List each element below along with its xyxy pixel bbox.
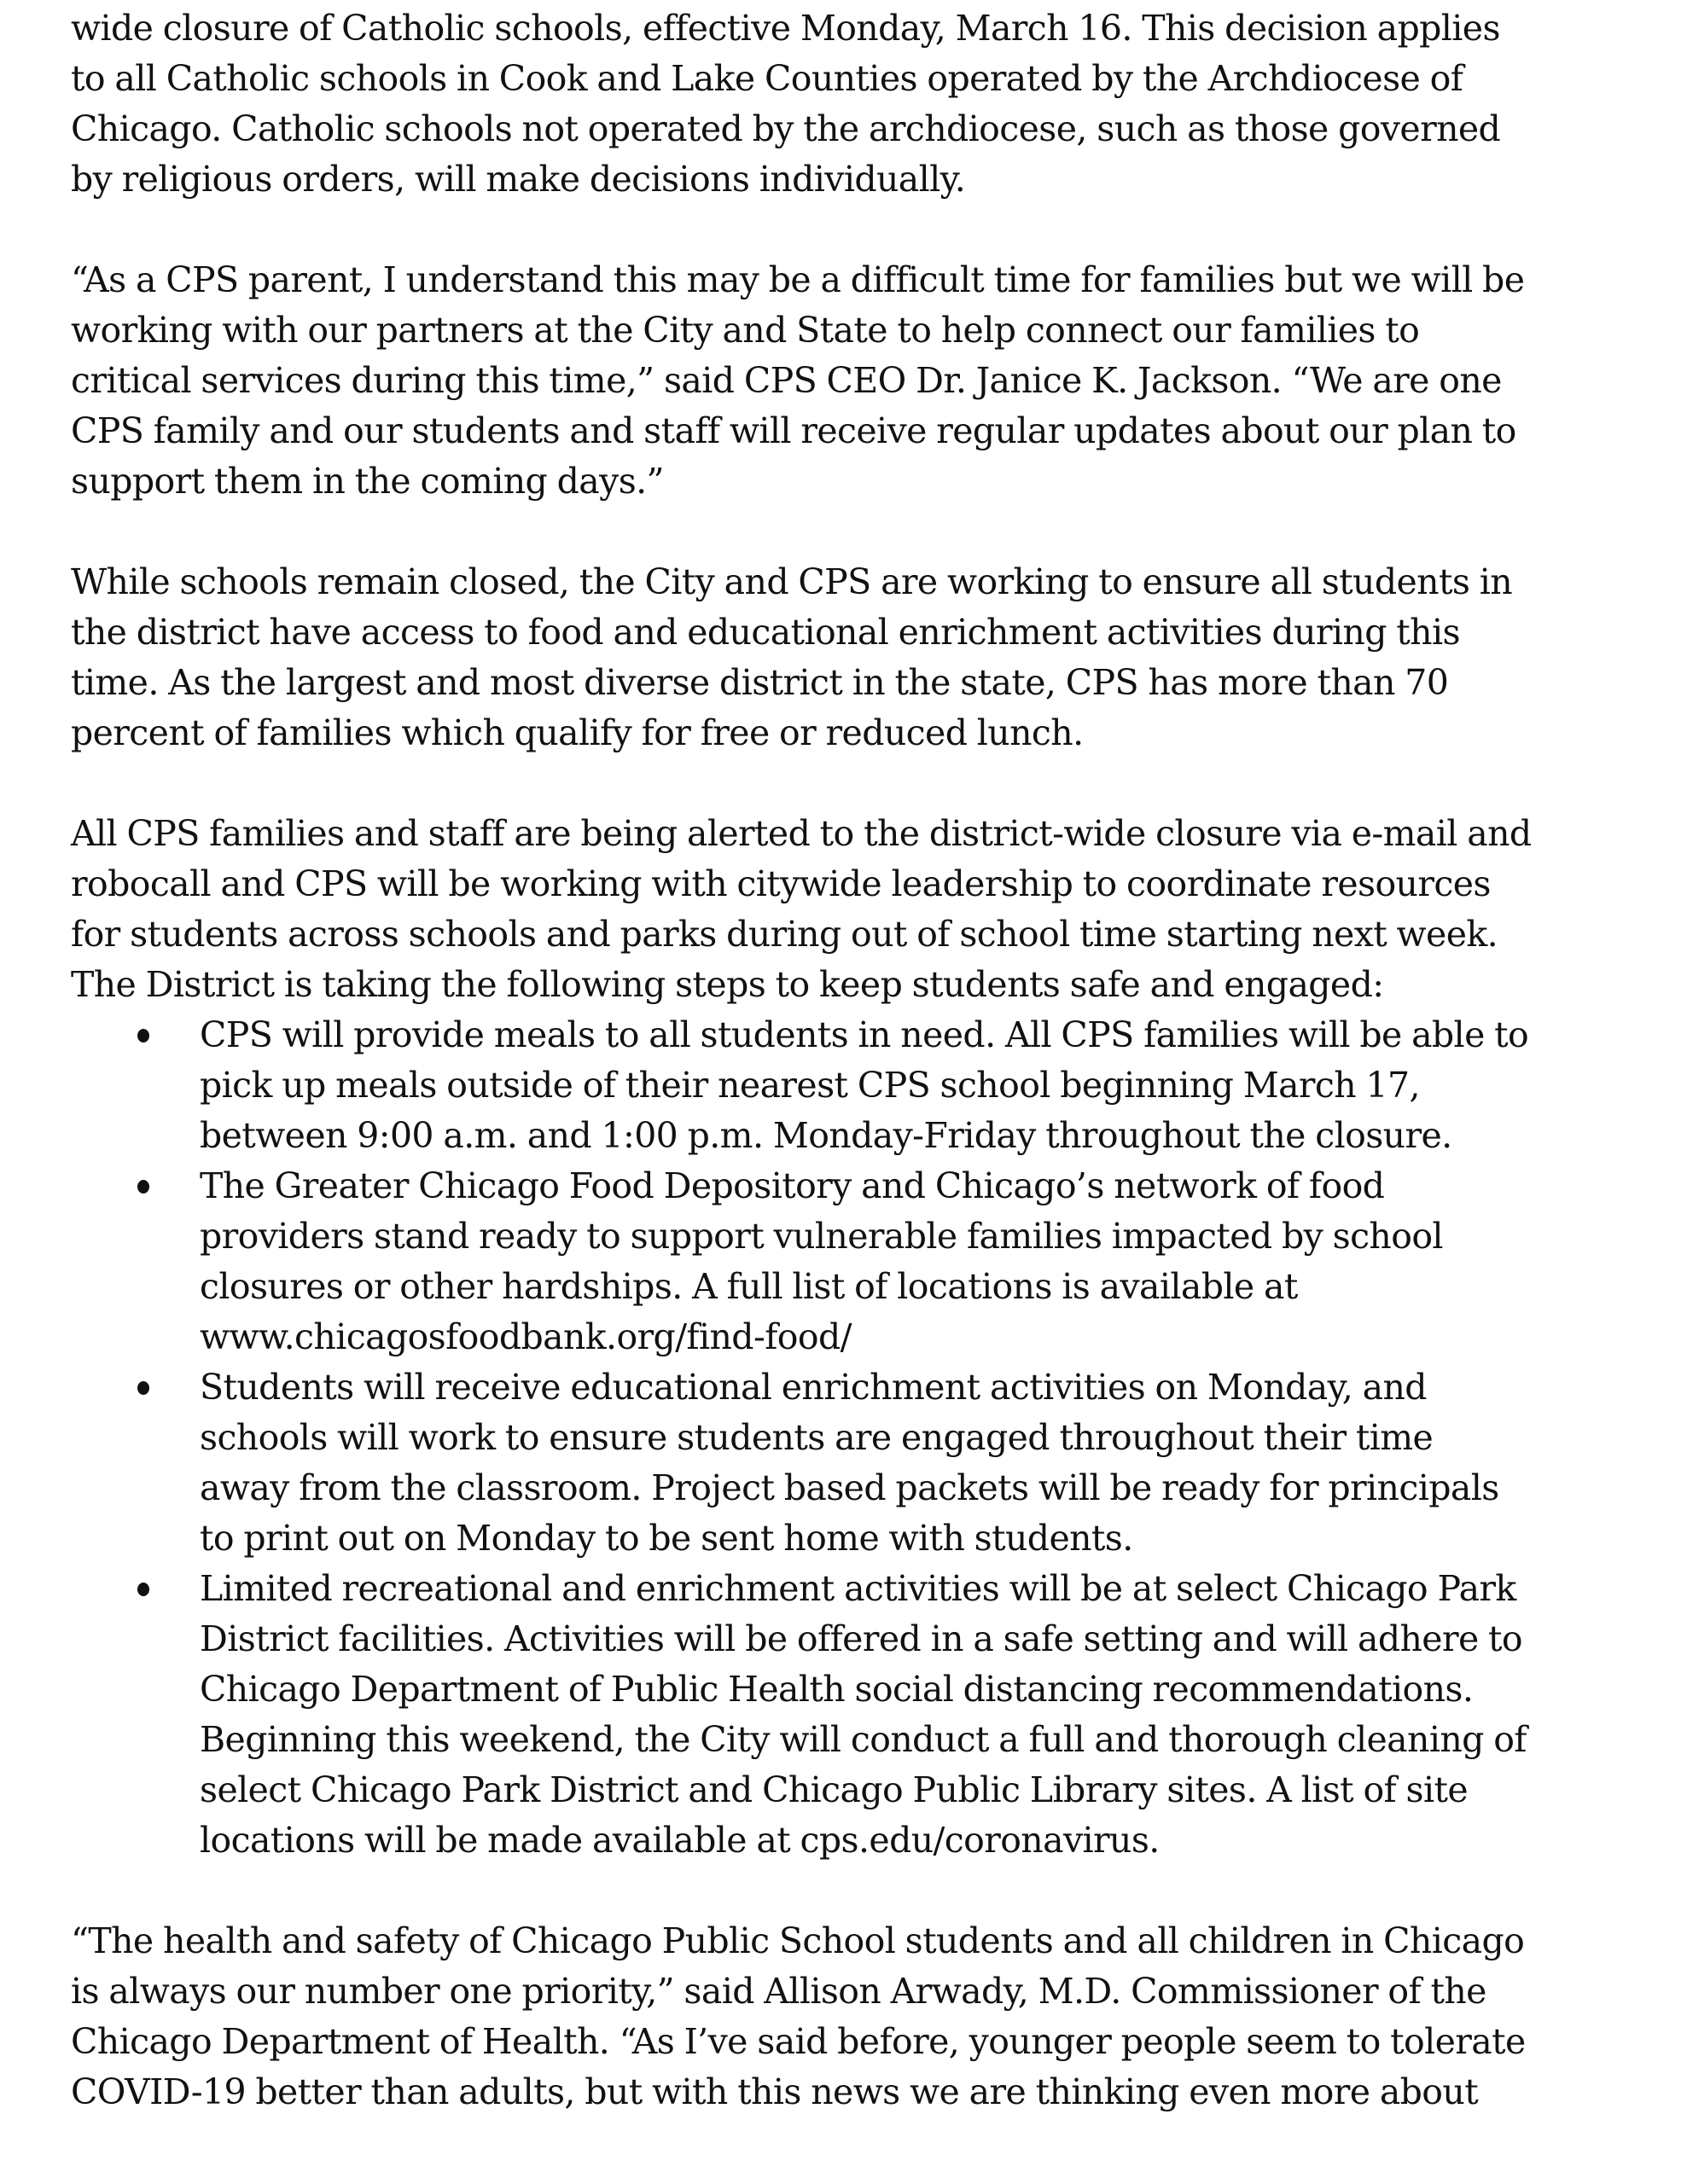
text-line: locations will be made available at cps.edu/coronavirus. (200, 1820, 1160, 1861)
text-line: “The health and safety of Chicago Public School students and all children in Chicago (71, 1920, 1525, 1961)
text-line: CPS will provide meals to all students in need. All CPS families will be able to (200, 1014, 1529, 1055)
text-line: Beginning this weekend, the City will conduct a full and thorough cleaning of (200, 1719, 1527, 1760)
text-line: While schools remain closed, the City and CPS are working to ensure all students in (71, 561, 1513, 602)
text-line: for students across schools and parks during out of school time starting next week. (71, 914, 1498, 955)
bullet-dot-icon (137, 1029, 149, 1043)
paragraph-spacer (71, 205, 1658, 255)
paragraph-district-steps (71, 809, 1658, 1010)
text-line: robocall and CPS will be working with citywide leadership to coordinate resources (71, 863, 1491, 904)
text-line: Chicago. Catholic schools not operated by the archdiocese, such as those governed (71, 108, 1501, 149)
paragraph-ceo-quote (71, 255, 1658, 507)
bullet-item-food-depository (71, 1161, 1658, 1362)
bullet-item-park-district (71, 1564, 1658, 1866)
text-line: to print out on Monday to be sent home with students. (200, 1518, 1133, 1559)
bullet-dot-icon (137, 1583, 149, 1596)
text-line: The Greater Chicago Food Depository and Chicago’s network of food (200, 1165, 1385, 1206)
paragraph-spacer (71, 758, 1658, 809)
text-line: is always our number one priority,” said Allison Arwady, M.D. Commissioner of the (71, 1971, 1486, 2012)
text-line: All CPS families and staff are being alerted to the district-wide closure via e-mail and (71, 813, 1532, 854)
text-line: “As a CPS parent, I understand this may be a difficult time for families but we will be (71, 259, 1525, 300)
paragraph-catholic-schools (71, 3, 1658, 205)
paragraph-spacer (71, 507, 1658, 557)
bullet-item-meals (71, 1010, 1658, 1161)
text-line: pick up meals outside of their nearest CPS school beginning March 17, (200, 1065, 1420, 1106)
text-line: closures or other hardships. A full list of locations is available at (200, 1266, 1298, 1307)
text-line: time. As the largest and most diverse district in the state, CPS has more than 70 (71, 662, 1449, 703)
text-line: The District is taking the following steps to keep students safe and engaged: (71, 964, 1384, 1005)
text-line: Limited recreational and enrichment activities will be at select Chicago Park (200, 1568, 1516, 1609)
text-line: critical services during this time,” said CPS CEO Dr. Janice K. Jackson. “We are one (71, 360, 1502, 401)
paragraph-health-commissioner-quote (71, 1916, 1658, 2117)
text-line: CPS family and our students and staff will receive regular updates about our plan to (71, 410, 1516, 451)
bullet-dot-icon (137, 1180, 149, 1194)
text-line: select Chicago Park District and Chicago Public Library sites. A list of site (200, 1769, 1469, 1810)
paragraph-spacer (71, 1866, 1658, 1916)
text-line: District facilities. Activities will be offered in a safe setting and will adhere to (200, 1618, 1523, 1659)
text-line: working with our partners at the City and State to help connect our families to (71, 310, 1420, 351)
bullet-dot-icon (137, 1381, 149, 1395)
text-line: providers stand ready to support vulnerable families impacted by school (200, 1216, 1443, 1257)
text-line: schools will work to ensure students are engaged throughout their time (200, 1417, 1434, 1458)
text-line: Chicago Department of Public Health social distancing recommendations. (200, 1669, 1474, 1710)
steps-bullet-list (71, 1010, 1658, 1866)
text-line: Students will receive educational enrichment activities on Monday, and (200, 1367, 1427, 1408)
text-line: away from the classroom. Project based packets will be ready for principals (200, 1467, 1499, 1508)
text-line: Chicago Department of Health. “As I’ve said before, younger people seem to tolerate (71, 2021, 1526, 2062)
text-line: by religious orders, will make decisions individually. (71, 159, 966, 200)
text-line: the district have access to food and educational enrichment activities during this (71, 612, 1460, 653)
bullet-item-enrichment (71, 1362, 1658, 1564)
foodbank-url: www.chicagosfoodbank.org/find-food/ (200, 1316, 852, 1357)
paragraph-food-access (71, 557, 1658, 758)
text-line: percent of families which qualify for free or reduced lunch. (71, 712, 1084, 753)
text-line: support them in the coming days.” (71, 461, 664, 502)
document-page (71, 3, 1658, 2117)
text-line: between 9:00 a.m. and 1:00 p.m. Monday-Friday throughout the closure. (200, 1115, 1452, 1156)
text-line: to all Catholic schools in Cook and Lake Counties operated by the Archdiocese of (71, 58, 1463, 99)
text-line: wide closure of Catholic schools, effective Monday, March 16. This decision applies (71, 8, 1500, 49)
text-line: COVID-19 better than adults, but with this news we are thinking even more about (71, 2071, 1479, 2112)
